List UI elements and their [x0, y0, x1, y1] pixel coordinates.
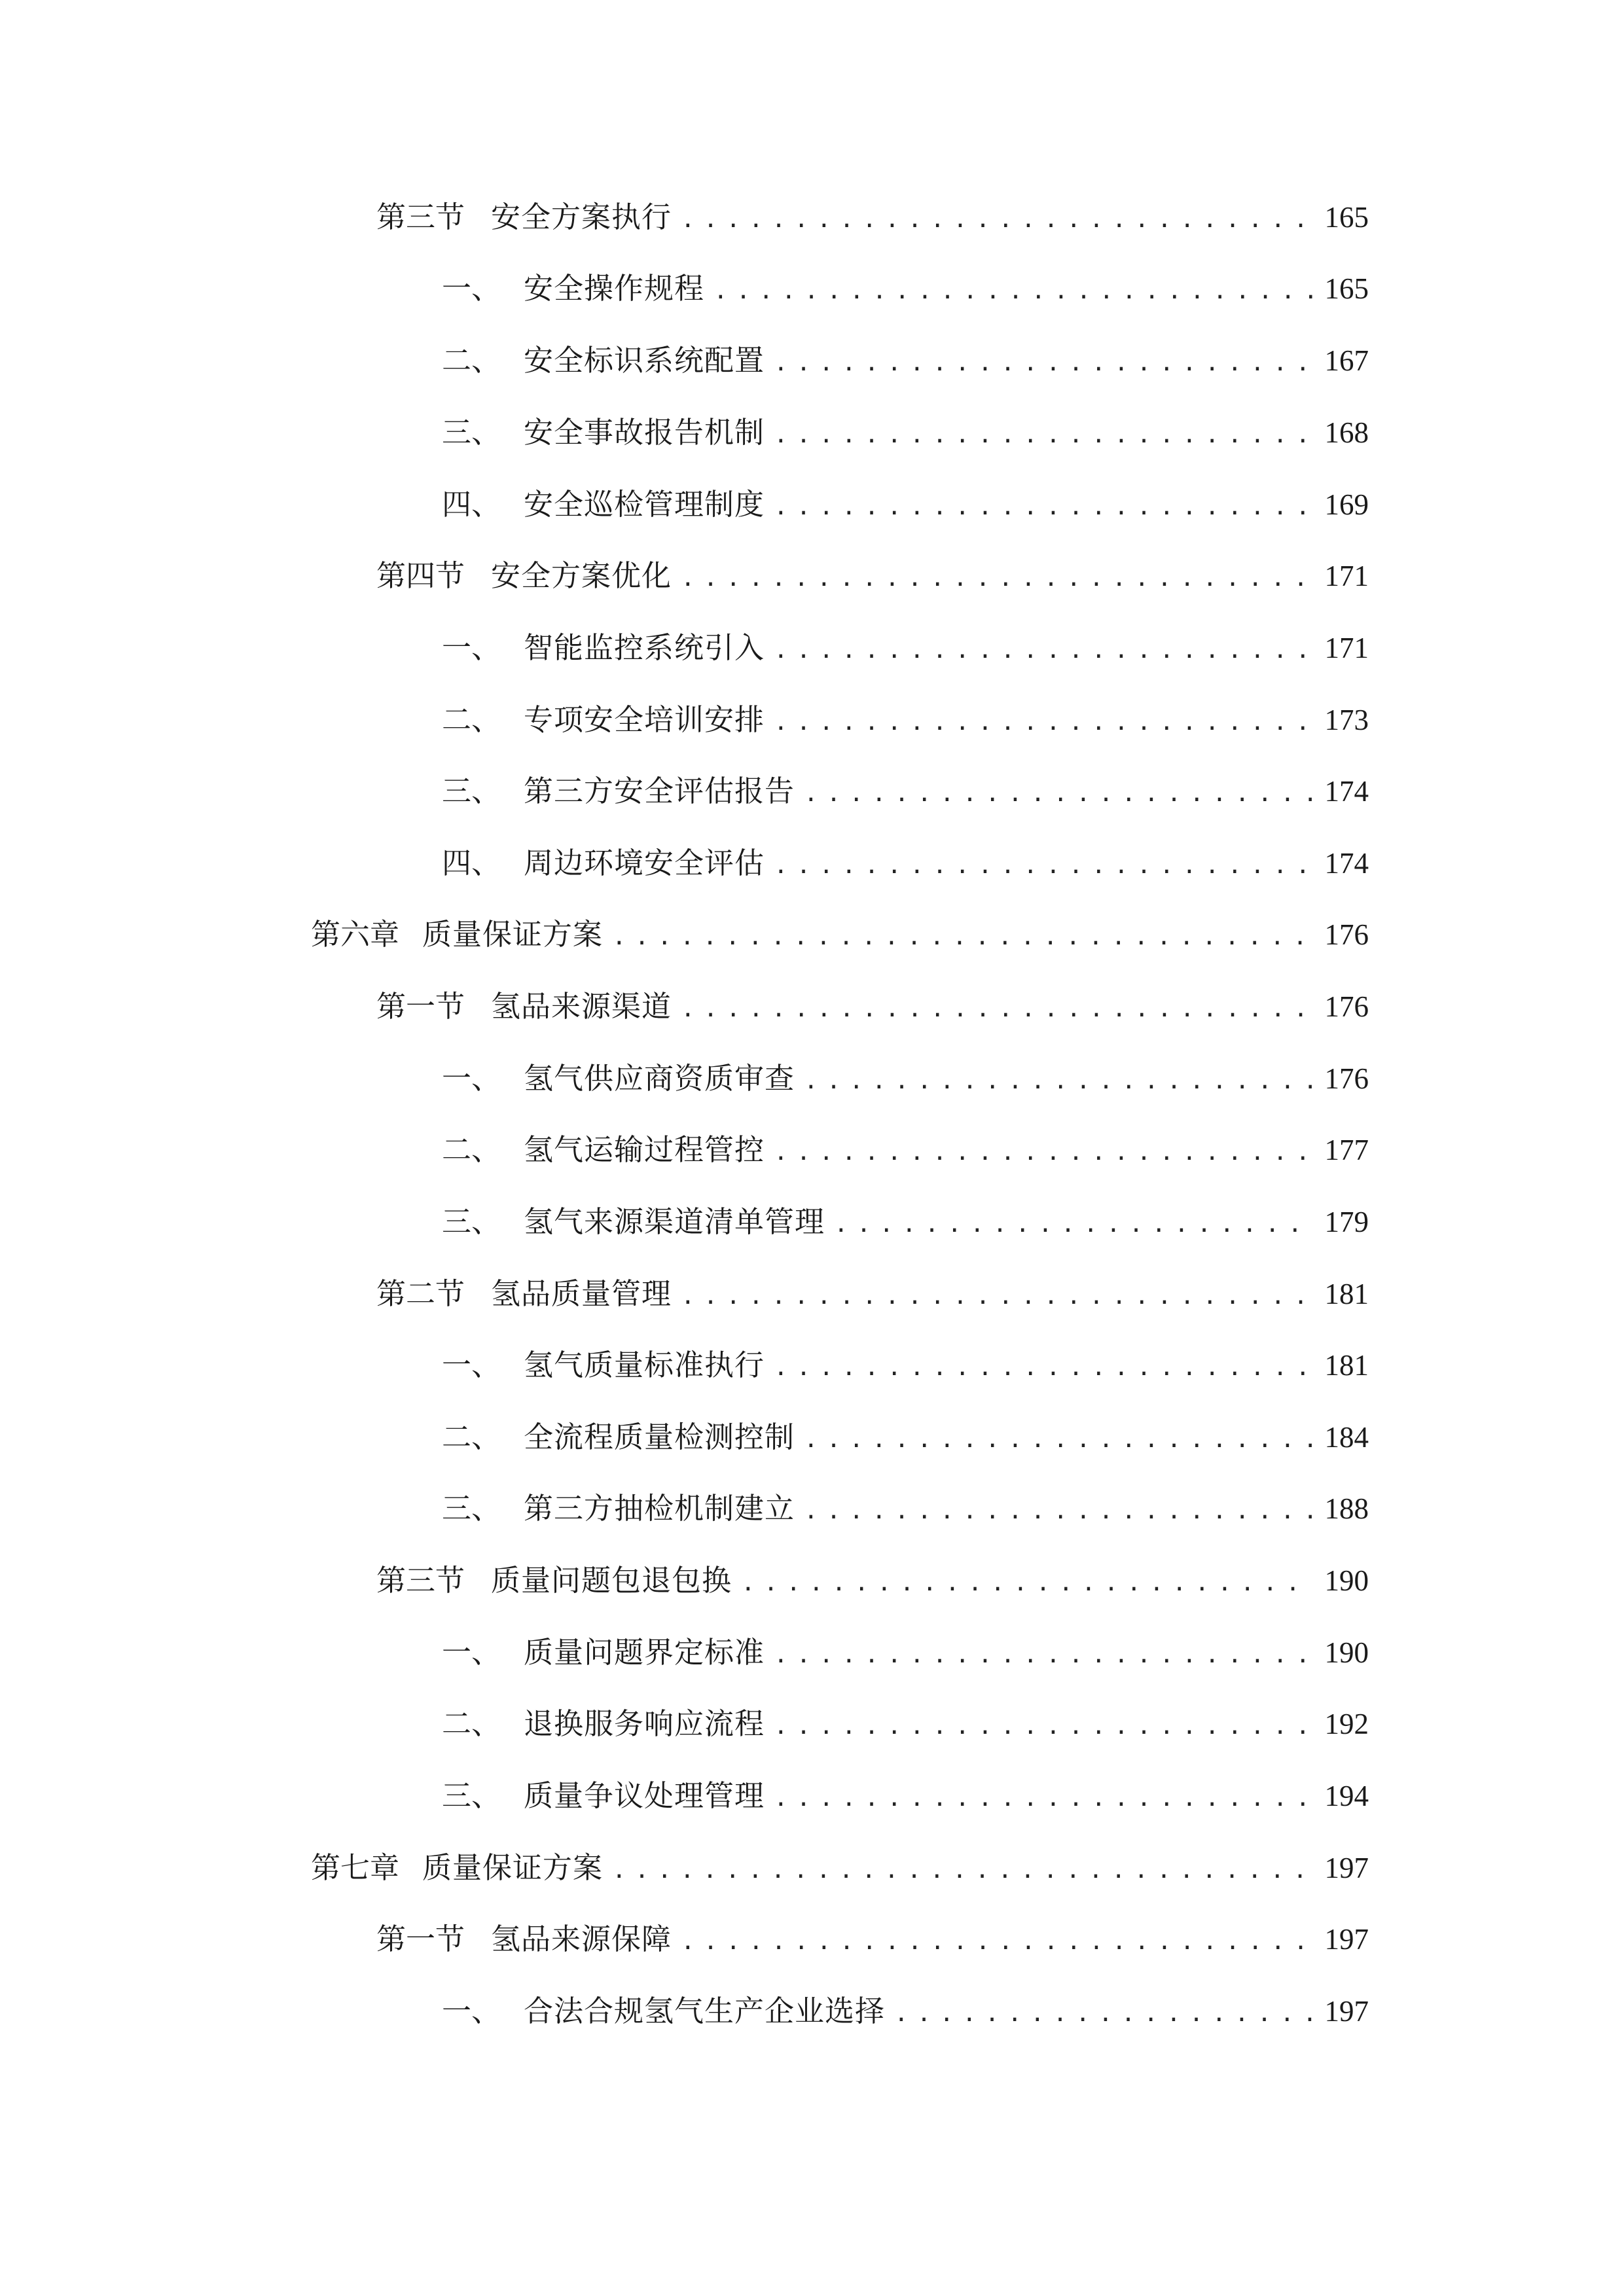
toc-entry-title: 质量问题界定标准	[524, 1635, 765, 1670]
toc-entry-number: 一、	[442, 1994, 501, 2028]
toc-entry-title: 全流程质量检测控制	[524, 1420, 795, 1454]
toc-entry-page: 194	[1324, 1780, 1369, 1812]
toc-entry-page: 192	[1324, 1708, 1369, 1740]
toc-entry-number: 三、	[442, 1778, 501, 1813]
toc-entry-number: 第二节	[376, 1276, 465, 1311]
toc-entry[interactable]	[442, 338, 1369, 384]
toc-entry-page: 174	[1324, 775, 1369, 808]
toc-entry[interactable]	[442, 1056, 1369, 1102]
toc-entry-title: 退换服务响应流程	[524, 1706, 765, 1741]
dot-leader	[741, 1560, 1314, 1606]
toc-entry-title: 质量保证方案	[422, 917, 604, 952]
toc-entry[interactable]	[442, 1988, 1369, 2034]
toc-entry-number: 一、	[442, 1635, 501, 1670]
dot-leader	[774, 843, 1314, 889]
toc-entry-title: 安全操作规程	[524, 271, 705, 306]
toc-entry-title: 安全标识系统配置	[524, 343, 765, 378]
toc-entry[interactable]	[442, 1127, 1369, 1173]
toc-entry-title: 合法合规氢气生产企业选择	[524, 1994, 886, 2028]
toc-entry-title: 氢气供应商资质审查	[524, 1061, 795, 1096]
toc-entry-title: 氢气运输过程管控	[524, 1132, 765, 1167]
toc-entry-title: 专项安全培训安排	[524, 702, 765, 737]
toc-entry-title: 周边环境安全评估	[524, 846, 765, 880]
toc-entry-page: 165	[1324, 201, 1369, 234]
toc-entry-number: 一、	[442, 1348, 501, 1382]
toc-entry-page: 165	[1324, 272, 1369, 305]
dot-leader	[774, 412, 1314, 458]
toc-entry[interactable]	[442, 1773, 1369, 1819]
toc-entry-title: 第三方安全评估报告	[524, 774, 795, 808]
toc-entry[interactable]	[376, 1916, 1369, 1962]
dot-leader	[834, 1202, 1314, 1247]
toc-entry[interactable]	[311, 912, 1369, 958]
toc-entry-number: 三、	[442, 1491, 501, 1526]
toc-entry-title: 质量争议处理管理	[524, 1778, 765, 1813]
dot-leader	[774, 1345, 1314, 1391]
toc-entry-page: 190	[1324, 1636, 1369, 1669]
toc-entry-number: 第六章	[311, 917, 400, 952]
dot-leader	[774, 340, 1314, 386]
toc-entry[interactable]	[376, 553, 1369, 599]
toc-entry-number: 四、	[442, 487, 501, 522]
dot-leader	[774, 628, 1314, 673]
toc-entry[interactable]	[376, 984, 1369, 1030]
dot-leader	[681, 556, 1314, 601]
toc-entry-number: 三、	[442, 415, 501, 450]
toc-entry-title: 氢品质量管理	[491, 1276, 672, 1311]
toc-entry-title: 氢品来源渠道	[491, 989, 672, 1024]
toc-entry-page: 176	[1324, 1062, 1369, 1095]
toc-entry-number: 三、	[442, 774, 501, 808]
toc-entry-title: 氢品来源保障	[491, 1922, 672, 1956]
toc-entry-number: 一、	[442, 271, 501, 306]
toc-entry-number: 第七章	[311, 1850, 400, 1885]
toc-entry-page: 190	[1324, 1564, 1369, 1597]
dot-leader	[774, 1776, 1314, 1821]
toc-entry[interactable]	[442, 1630, 1369, 1676]
dot-leader	[774, 1130, 1314, 1175]
toc-entry-page: 176	[1324, 990, 1369, 1023]
toc-entry-number: 二、	[442, 343, 501, 378]
toc-entry[interactable]	[442, 1414, 1369, 1460]
dot-leader	[804, 771, 1314, 817]
toc-entry-page: 197	[1324, 1923, 1369, 1956]
toc-entry[interactable]	[311, 1845, 1369, 1891]
toc-entry-number: 第四节	[376, 558, 465, 593]
toc-entry[interactable]	[442, 1486, 1369, 1532]
dot-leader	[774, 1632, 1314, 1678]
toc-entry-title: 安全巡检管理制度	[524, 487, 765, 522]
dot-leader	[612, 914, 1314, 960]
toc-entry[interactable]	[442, 266, 1369, 312]
toc-entry[interactable]	[442, 768, 1369, 814]
dot-leader	[774, 1704, 1314, 1749]
toc-entry-number: 二、	[442, 702, 501, 737]
toc-entry-number: 四、	[442, 846, 501, 880]
toc-entry-title: 质量问题包退包换	[491, 1563, 732, 1598]
toc-entry-title: 氢气质量标准执行	[524, 1348, 765, 1382]
toc-entry-number: 第三节	[376, 200, 465, 234]
toc-entry-page: 173	[1324, 704, 1369, 736]
toc-entry[interactable]	[442, 1342, 1369, 1388]
toc-entry-number: 一、	[442, 1061, 501, 1096]
toc-entry-page: 197	[1324, 1852, 1369, 1884]
toc-entry-number: 第一节	[376, 989, 465, 1024]
toc-entry[interactable]	[376, 1558, 1369, 1604]
toc-entry-page: 171	[1324, 632, 1369, 664]
toc-entry-page: 176	[1324, 918, 1369, 951]
toc-entry-number: 二、	[442, 1420, 501, 1454]
toc-entry-number: 第三节	[376, 1563, 465, 1598]
dot-leader	[612, 1848, 1314, 1893]
toc-entry[interactable]	[442, 625, 1369, 671]
toc-entry-page: 171	[1324, 560, 1369, 592]
toc-entry-title: 氢气来源渠道清单管理	[524, 1204, 825, 1239]
toc-entry[interactable]	[376, 194, 1369, 240]
toc-entry[interactable]	[442, 697, 1369, 743]
toc-entry-title: 安全方案执行	[491, 200, 672, 234]
toc-entry[interactable]	[442, 1199, 1369, 1245]
dot-leader	[774, 700, 1314, 745]
dot-leader	[713, 268, 1314, 314]
toc-entry[interactable]	[376, 1271, 1369, 1317]
toc-entry-page: 181	[1324, 1349, 1369, 1382]
toc-entry-title: 智能监控系统引入	[524, 630, 765, 665]
dot-leader	[681, 986, 1314, 1032]
toc-entry-page: 169	[1324, 488, 1369, 521]
toc-entry-page: 177	[1324, 1134, 1369, 1166]
dot-leader	[774, 484, 1314, 530]
toc-entry-page: 167	[1324, 344, 1369, 377]
toc-entry-page: 168	[1324, 416, 1369, 449]
toc-entry[interactable]	[442, 840, 1369, 886]
toc-entry-number: 第一节	[376, 1922, 465, 1956]
dot-leader	[894, 1991, 1314, 2037]
dot-leader	[804, 1417, 1314, 1463]
toc-entry[interactable]	[442, 482, 1369, 528]
toc-entry-page: 179	[1324, 1206, 1369, 1238]
toc-entry-number: 二、	[442, 1706, 501, 1741]
toc-entry-title: 安全事故报告机制	[524, 415, 765, 450]
toc-entry[interactable]	[442, 410, 1369, 456]
toc-entry-number: 一、	[442, 630, 501, 665]
dot-leader	[681, 1274, 1314, 1319]
dot-leader	[681, 1919, 1314, 1965]
dot-leader	[681, 197, 1314, 243]
dot-leader	[804, 1488, 1314, 1534]
toc-entry-title: 安全方案优化	[491, 558, 672, 593]
toc-entry-title: 第三方抽检机制建立	[524, 1491, 795, 1526]
toc-entry-page: 174	[1324, 847, 1369, 880]
toc-entry-page: 181	[1324, 1278, 1369, 1310]
toc-entry-page: 197	[1324, 1995, 1369, 2028]
toc-entry-title: 质量保证方案	[422, 1850, 604, 1885]
toc-entry-number: 三、	[442, 1204, 501, 1239]
toc-entry-page: 184	[1324, 1421, 1369, 1454]
dot-leader	[804, 1058, 1314, 1104]
toc-entry-number: 二、	[442, 1132, 501, 1167]
toc-entry-page: 188	[1324, 1492, 1369, 1525]
toc-entry[interactable]	[442, 1701, 1369, 1747]
